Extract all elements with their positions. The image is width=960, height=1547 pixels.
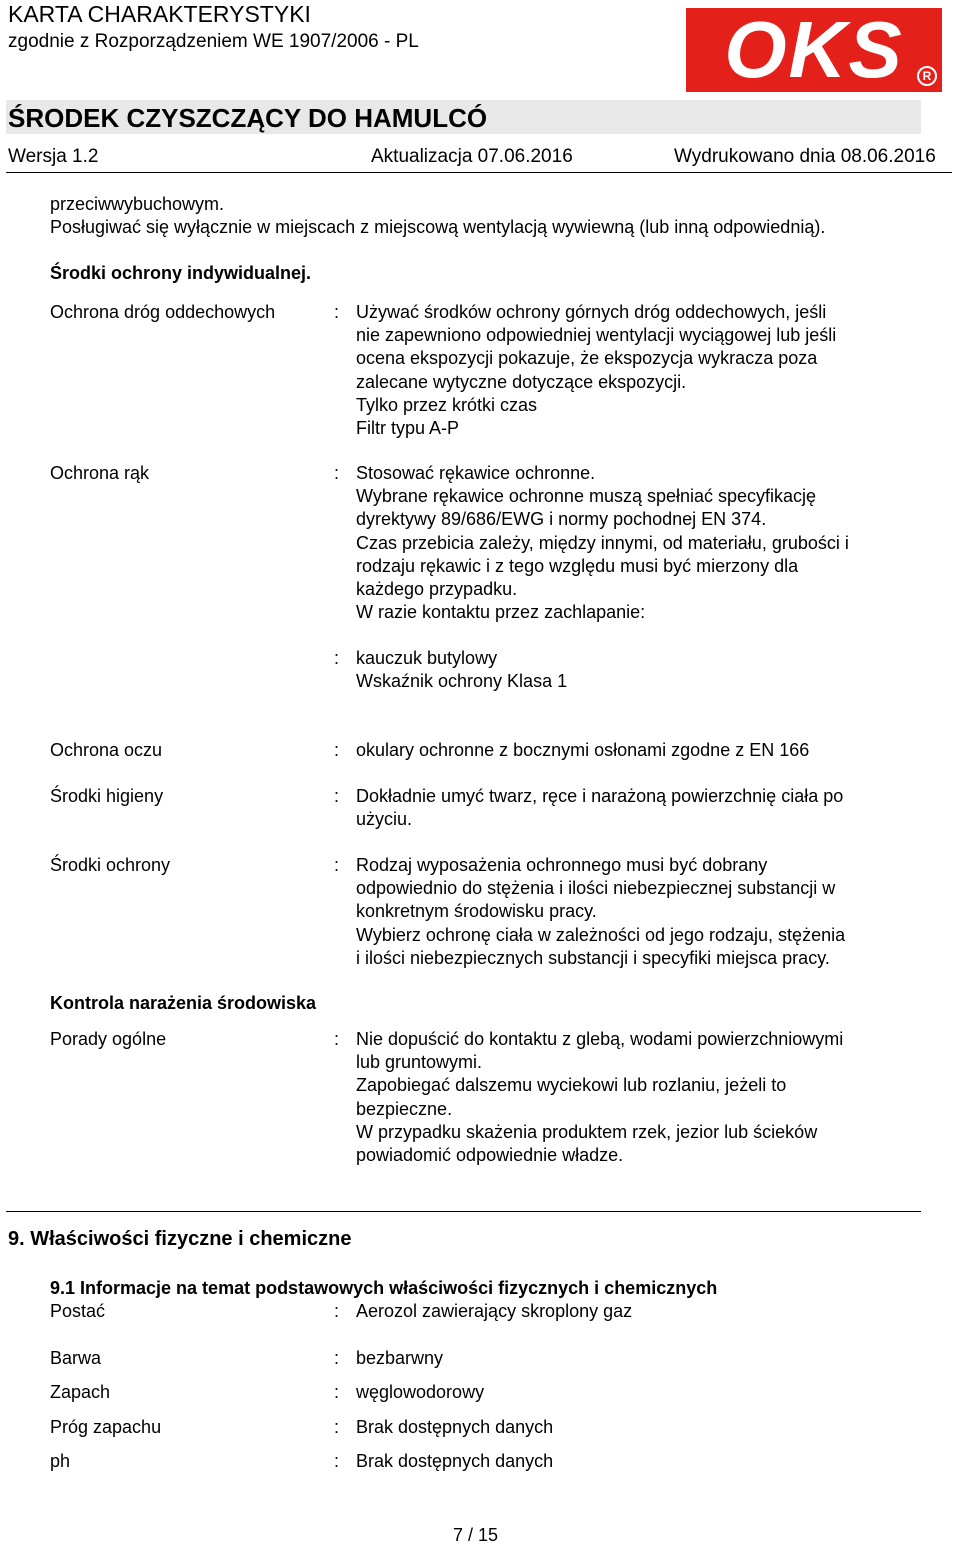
property-colon: : <box>334 1451 340 1471</box>
eyes-label: Ochrona oczu <box>50 740 163 760</box>
update-date: Aktualizacja 07.06.2016 <box>371 146 573 167</box>
hygiene-line: Dokładnie umyć twarz, ręce i narażoną powierzchnię ciała po <box>356 786 844 806</box>
eyes-colon: : <box>334 740 340 760</box>
protective-line: konkretnym środowisku pracy. <box>356 901 597 922</box>
respiratory-line: Używać środków ochrony górnych dróg oddechowych, jeśli <box>356 302 827 322</box>
section9-title: 9. Właściwości fizyczne i chemiczne <box>8 1228 352 1250</box>
protective-line: odpowiednio do stężenia i ilości niebezpiecznej substancji w <box>356 878 836 899</box>
respiratory-line: Filtr typu A-P <box>356 418 460 439</box>
document-title: KARTA CHARAKTERYSTYKI <box>8 1 311 27</box>
env-line: Nie dopuścić do kontaktu z glebą, wodami powierzchniowymi <box>356 1029 844 1049</box>
property-label: Postać <box>50 1301 106 1321</box>
protective-colon: : <box>334 855 340 875</box>
eyes-value <box>356 739 916 762</box>
respiratory-line: nie zapewniono odpowiedniej wentylacji wyciągowej lub jeśli <box>356 325 837 346</box>
print-date: Wydrukowano dnia 08.06.2016 <box>674 146 936 167</box>
intro-line-2: Posługiwać się wyłącznie w miejscach z miejscową wentylacją wywiewną (lub inną odpowiednią). <box>50 217 826 237</box>
property-value: węglowodorowy <box>356 1382 485 1402</box>
intro-line-1: przeciwwybuchowym. <box>50 194 225 214</box>
logo-text: OKS <box>724 5 904 94</box>
env-line: lub gruntowymi. <box>356 1052 483 1073</box>
hygiene-line: użyciu. <box>356 809 413 830</box>
hands-line: W razie kontaktu przez zachlapanie: <box>356 602 646 623</box>
hands-material-colon: : <box>334 648 340 668</box>
hygiene-colon: : <box>334 786 340 806</box>
env-label: Porady ogólne <box>50 1029 167 1049</box>
ppe-heading: Środki ochrony indywidualnej. <box>50 263 312 283</box>
env-colon: : <box>334 1029 340 1049</box>
protective-line: i ilości niebezpiecznych substancji i specyfiki miejsca pracy. <box>356 947 830 968</box>
hands-material-value <box>356 647 916 693</box>
protective-line: Wybierz ochronę ciała w zależności od jego rodzaju, stężenia <box>356 924 846 945</box>
property-value: Brak dostępnych danych <box>356 1417 554 1437</box>
env-line: Zapobiegać dalszemu wyciekowi lub rozlaniu, jeżeli to <box>356 1075 787 1096</box>
property-label: Próg zapachu <box>50 1417 162 1437</box>
env-line: bezpieczne. <box>356 1098 453 1119</box>
hands-value <box>356 462 916 624</box>
property-value: Aerozol zawierający skroplony gaz <box>356 1301 633 1321</box>
hygiene-value <box>356 785 916 831</box>
env-value <box>356 1028 916 1167</box>
hands-line: Czas przebicia zależy, między innymi, od materiału, grubości i <box>356 532 849 553</box>
protective-label: Środki ochrony <box>50 855 171 875</box>
regulation-line: zgodnie z Rozporządzeniem WE 1907/2006 - PL <box>8 31 419 52</box>
hands-material-line: kauczuk butylowy <box>356 648 498 668</box>
hands-line: każdego przypadku. <box>356 579 518 600</box>
property-label: Barwa <box>50 1348 102 1368</box>
property-colon: : <box>334 1417 340 1437</box>
property-value: Brak dostępnych danych <box>356 1451 554 1471</box>
respiratory-value <box>356 301 916 440</box>
env-heading: Kontrola narażenia środowiska <box>50 993 317 1013</box>
respiratory-line: Tylko przez krótki czas <box>356 394 538 415</box>
version: Wersja 1.2 <box>8 146 99 167</box>
respiratory-line: ocena ekspozycji pokazuje, że ekspozycja wykracza poza <box>356 348 818 369</box>
hands-colon: : <box>334 463 340 483</box>
respiratory-colon: : <box>334 302 340 322</box>
section-divider <box>6 1211 921 1212</box>
protective-value <box>356 854 916 970</box>
respiratory-line: zalecane wytyczne dotyczące ekspozycji. <box>356 371 687 392</box>
respiratory-label: Ochrona dróg oddechowych <box>50 302 276 322</box>
hands-line: dyrektywy 89/686/EWG i normy pochodnej EN 374. <box>356 509 767 530</box>
header-divider <box>6 172 952 173</box>
env-line: W przypadku skażenia produktem rzek, jezior lub ścieków <box>356 1121 818 1142</box>
oks-logo <box>686 5 942 94</box>
eyes-line: okulary ochronne z bocznymi osłonami zgodne z EN 166 <box>356 740 810 760</box>
protective-line: Rodzaj wyposażenia ochronnego musi być dobrany <box>356 855 768 875</box>
registered-mark-icon: R <box>917 66 937 86</box>
property-colon: : <box>334 1301 340 1321</box>
property-label: Zapach <box>50 1382 111 1402</box>
property-colon: : <box>334 1382 340 1402</box>
hands-label: Ochrona rąk <box>50 463 150 483</box>
page-number: 7 / 15 <box>453 1525 499 1545</box>
property-value: bezbarwny <box>356 1348 444 1368</box>
product-name: ŚRODEK CZYSZCZĄCY DO HAMULCÓ <box>8 103 488 133</box>
hands-line: Wybrane rękawice ochronne muszą spełniać specyfikację <box>356 486 817 507</box>
property-colon: : <box>334 1348 340 1368</box>
property-label: ph <box>50 1451 71 1471</box>
hygiene-label: Środki higieny <box>50 786 164 806</box>
env-line: powiadomić odpowiednie władze. <box>356 1145 624 1166</box>
hands-line: Stosować rękawice ochronne. <box>356 463 596 483</box>
hands-material-line: Wskaźnik ochrony Klasa 1 <box>356 671 568 692</box>
hands-line: rodzaju rękawic i z tego względu musi być mierzony dla <box>356 555 799 576</box>
section9-subtitle: 9.1 Informacje na temat podstawowych właściwości fizycznych i chemicznych <box>50 1278 718 1298</box>
